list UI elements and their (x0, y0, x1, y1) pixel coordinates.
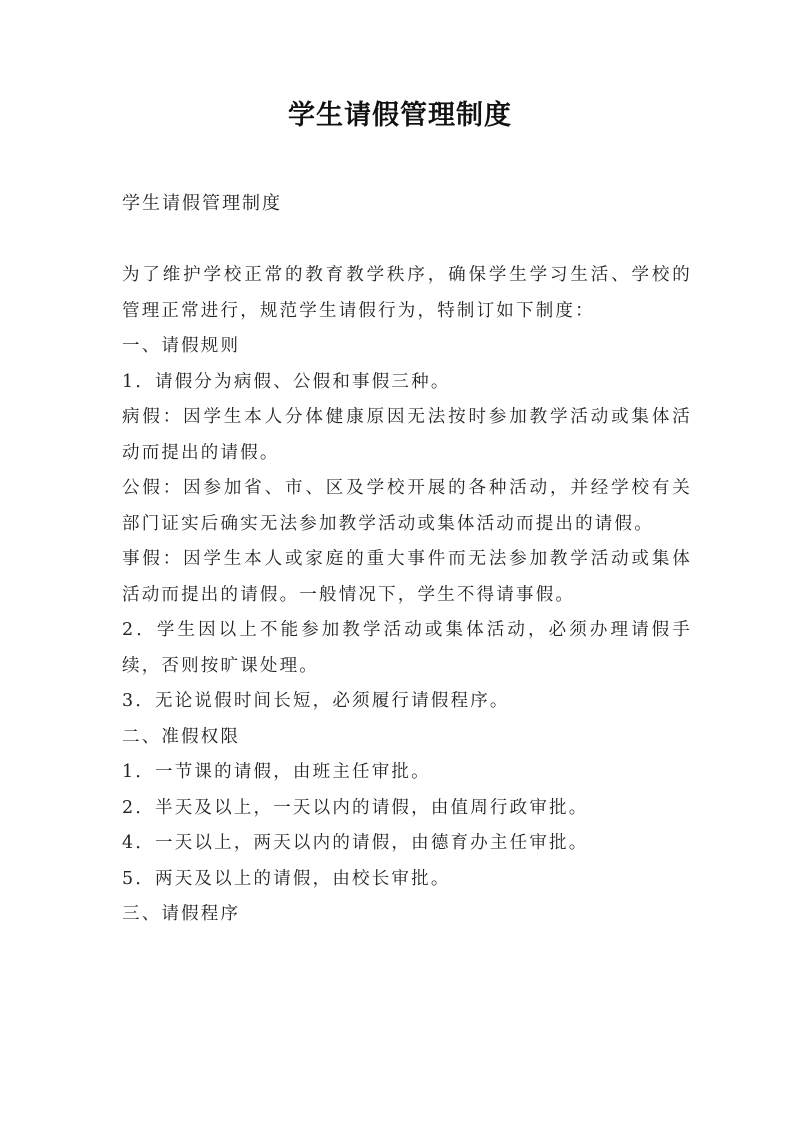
approval-item-1: 1．一节课的请假，由班主任审批。 (122, 762, 431, 782)
rule-item-3: 3．无论说假时间长短，必须履行请假程序。 (122, 691, 510, 711)
approval-item-2: 2．半天及以上，一天以内的请假，由值周行政审批。 (122, 797, 589, 818)
section-heading-procedure: 三、请假程序 (122, 904, 241, 924)
approval-item-4: 4．一天以上，两天以内的请假，由德育办主任审批。 (122, 833, 589, 853)
rule-item-1: 1．请假分为病假、公假和事假三种。 (122, 371, 451, 392)
definition-sick-leave: 病假：因学生本人分体健康原因无法按时参加教学活动或集体活动而提出的请假。 (122, 407, 692, 463)
section-heading-rules: 一、请假规则 (122, 336, 241, 356)
paragraph-intro: 为了维护学校正常的教育教学秩序，确保学生学习生活、学校的管理正常进行，规范学生请假行为，特制订如下制度： (122, 265, 692, 321)
definition-personal-leave: 事假：因学生本人或家庭的重大事件而无法参加教学活动或集体活动而提出的请假。一般情况下，学生不得请事假。 (122, 549, 692, 605)
rule-item-2: 2．学生因以上不能参加教学活动或集体活动，必须办理请假手续，否则按旷课处理。 (122, 620, 692, 676)
document-body (122, 258, 692, 933)
document-subtitle: 学生请假管理制度 (122, 193, 282, 214)
definition-official-leave: 公假：因参加省、市、区及学校开展的各种活动，并经学校有关部门证实后确实无法参加教学活动或集体活动而提出的请假。 (122, 478, 692, 534)
approval-item-5: 5．两天及以上的请假，由校长审批。 (122, 868, 451, 889)
document-title: 学生请假管理制度 (288, 100, 512, 131)
section-heading-approval: 二、准假权限 (122, 726, 241, 747)
